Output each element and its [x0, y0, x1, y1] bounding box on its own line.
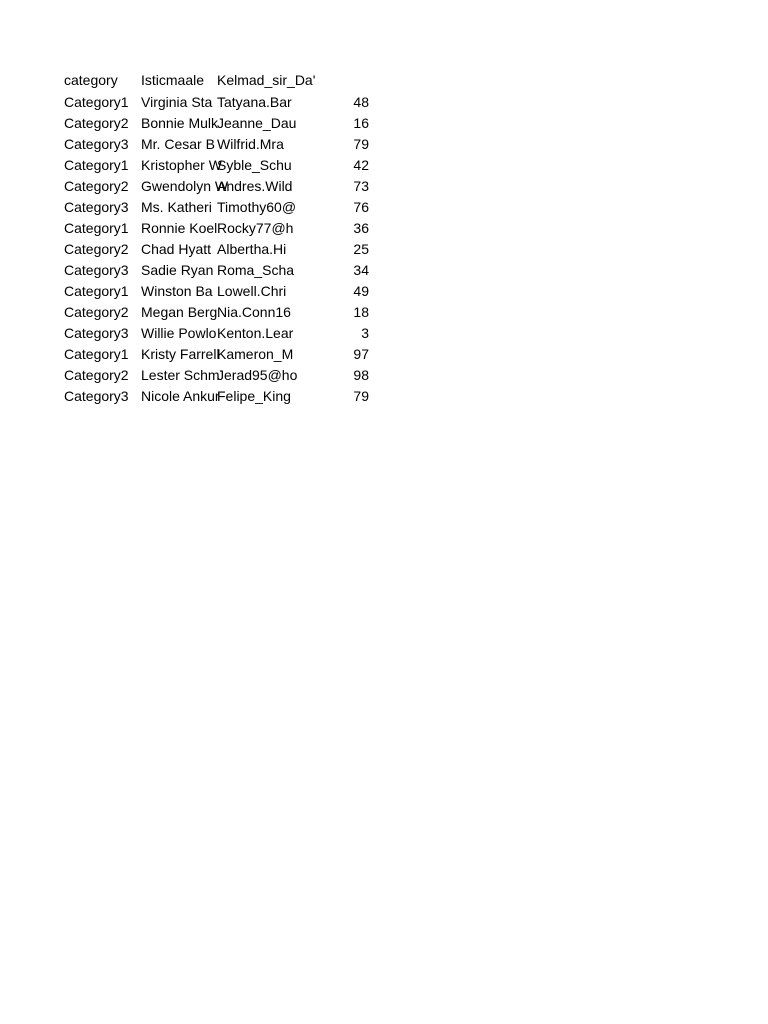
password-cell[interactable]: Wilfrid.Mra [217, 136, 284, 152]
category-cell[interactable]: Category2 [64, 304, 129, 320]
password-cell[interactable]: Nia.Conn16 [217, 304, 291, 320]
password-cell[interactable]: Jeanne_Dau [217, 115, 297, 131]
value-cell[interactable]: 76 [353, 199, 369, 215]
category-cell[interactable]: Category1 [64, 157, 129, 173]
header-cell-category[interactable]: category [64, 72, 118, 88]
password-cell[interactable]: Syble_Schu [217, 157, 292, 173]
category-cell[interactable]: Category2 [64, 178, 129, 194]
category-cell[interactable]: Category1 [64, 346, 129, 362]
password-cell[interactable]: Jerad95@ho [217, 367, 298, 383]
user-cell[interactable]: Bonnie Mulk [141, 115, 219, 131]
category-cell[interactable]: Category2 [64, 367, 129, 383]
category-cell[interactable]: Category3 [64, 262, 129, 278]
user-cell[interactable]: Ronnie Koel [141, 220, 218, 236]
value-cell[interactable]: 34 [353, 262, 369, 278]
value-cell[interactable]: 25 [353, 241, 369, 257]
password-cell[interactable]: Kameron_M [217, 346, 294, 362]
category-cell[interactable]: Category3 [64, 136, 129, 152]
user-cell[interactable]: Ms. Katheri [141, 199, 212, 215]
category-cell[interactable]: Category3 [64, 388, 129, 404]
value-cell[interactable]: 42 [353, 157, 369, 173]
value-cell[interactable]: 36 [353, 220, 369, 236]
password-cell[interactable]: Timothy60@ [217, 199, 297, 215]
value-cell[interactable]: 3 [361, 325, 369, 341]
user-cell[interactable]: Virginia Sta [141, 94, 213, 110]
category-cell[interactable]: Category1 [64, 94, 129, 110]
password-cell[interactable]: Roma_Scha [217, 262, 295, 278]
user-cell[interactable]: Gwendolyn W [141, 178, 229, 194]
user-cell[interactable]: Chad Hyatt [141, 241, 212, 257]
user-cell[interactable]: Winston Ba [141, 283, 213, 299]
value-cell[interactable]: 18 [353, 304, 369, 320]
password-cell[interactable]: Kenton.Lear [217, 325, 294, 341]
user-cell[interactable]: Mr. Cesar B [141, 136, 215, 152]
header-cell-kelmad-sir[interactable]: Kelmad_sir_Da' [217, 72, 316, 88]
password-cell[interactable]: Albertha.Hi [217, 241, 287, 257]
password-cell[interactable]: Andres.Wild [217, 178, 293, 194]
category-cell[interactable]: Category2 [64, 241, 129, 257]
category-cell[interactable]: Category3 [64, 325, 129, 341]
user-cell[interactable]: Kristopher W [141, 157, 222, 173]
value-cell[interactable]: 79 [353, 388, 369, 404]
user-cell[interactable]: Nicole Ankur [141, 388, 220, 404]
user-cell[interactable]: Sadie Ryan [141, 262, 214, 278]
user-cell[interactable]: Willie Powlo [141, 325, 217, 341]
category-cell[interactable]: Category1 [64, 283, 129, 299]
password-cell[interactable]: Rocky77@h [217, 220, 294, 236]
user-cell[interactable]: Megan Berg [141, 304, 218, 320]
user-cell[interactable]: Kristy Farrell [141, 346, 220, 362]
password-cell[interactable]: Felipe_King [217, 388, 291, 404]
value-cell[interactable]: 73 [353, 178, 369, 194]
value-cell[interactable]: 98 [353, 367, 369, 383]
password-cell[interactable]: Lowell.Chri [217, 283, 287, 299]
value-cell[interactable]: 97 [353, 346, 369, 362]
value-cell[interactable]: 48 [353, 94, 369, 110]
category-cell[interactable]: Category3 [64, 199, 129, 215]
password-cell[interactable]: Tatyana.Bar [217, 94, 292, 110]
header-cell-isticmaale[interactable]: Isticmaale [141, 72, 205, 88]
user-cell[interactable]: Lester Schm [141, 367, 220, 383]
category-cell[interactable]: Category1 [64, 220, 129, 236]
category-cell[interactable]: Category2 [64, 115, 129, 131]
value-cell[interactable]: 16 [353, 115, 369, 131]
value-cell[interactable]: 49 [353, 283, 369, 299]
value-cell[interactable]: 79 [353, 136, 369, 152]
